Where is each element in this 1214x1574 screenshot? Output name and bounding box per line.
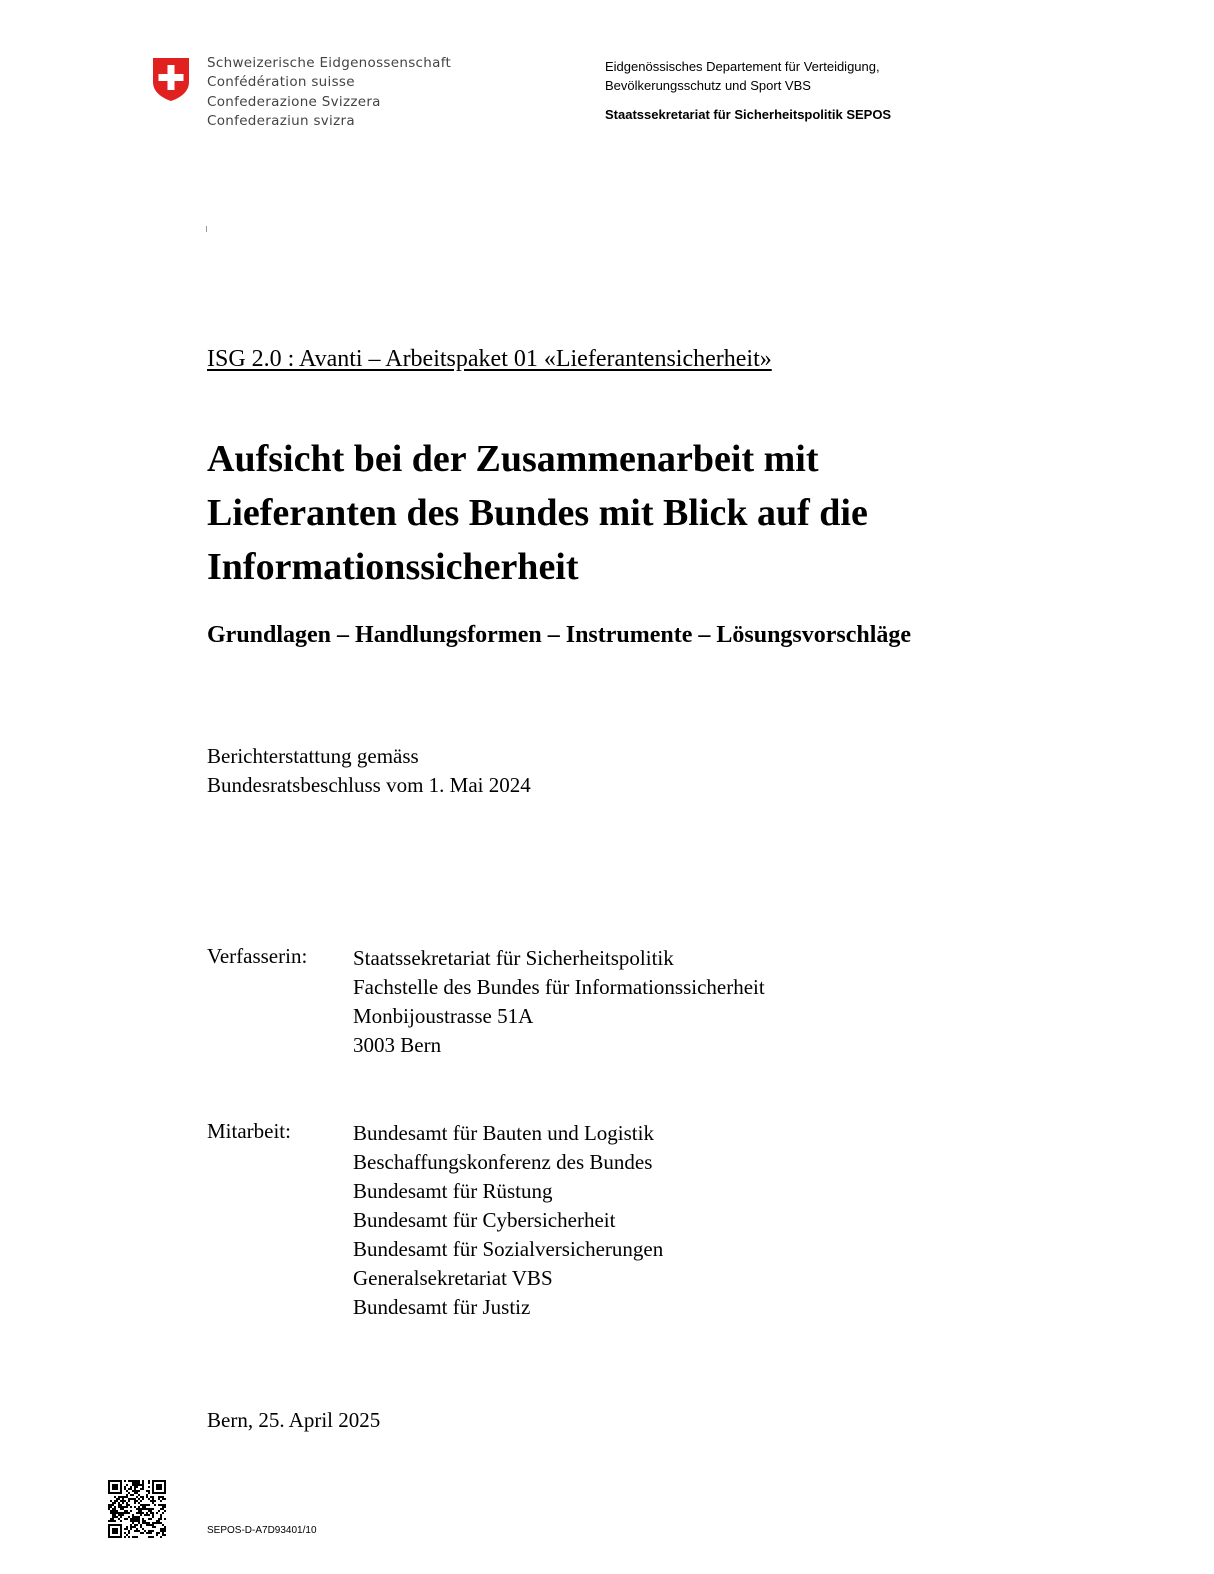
collaborator-line: Beschaffungskonferenz des Bundes: [353, 1150, 653, 1174]
collaborator-line: Bundesamt für Rüstung: [353, 1179, 553, 1203]
author-line: Staatssekretariat für Sicherheitspolitik: [353, 946, 674, 970]
report-basis: [207, 742, 531, 800]
title-line: Lieferanten des Bundes mit Blick auf die: [207, 492, 868, 534]
collaboration-lines: [353, 1119, 663, 1322]
department-line: Eidgenössisches Departement für Verteidigung,: [605, 59, 880, 74]
document-subtitle: Grundlagen – Handlungsformen – Instrumente – Lösungsvorschläge: [207, 622, 912, 648]
collaborator-line: Bundesamt für Sozialversicherungen: [353, 1237, 664, 1261]
report-line: Berichterstattung gemäss: [207, 744, 419, 768]
document-title: [207, 432, 1107, 594]
document-reference: SEPOS-D-A7D93401/10: [207, 1525, 317, 1536]
collaborator-line: Bundesamt für Justiz: [353, 1295, 531, 1319]
collaborator-line: Bundesamt für Bauten und Logistik: [353, 1121, 654, 1145]
qr-code-icon: [108, 1480, 166, 1538]
confederation-name-rm: Confederaziun svizra: [207, 113, 355, 130]
author-line: Monbijoustrasse 51A: [353, 1004, 534, 1028]
author-line: 3003 Bern: [353, 1033, 442, 1057]
project-heading: ISG 2.0 : Avanti – Arbeitspaket 01 «Lieferantensicherheit»: [207, 346, 772, 372]
title-line: Informationssicherheit: [207, 546, 579, 588]
collaboration-label: Mitarbeit:: [207, 1119, 291, 1143]
office-name: Staatssekretariat für Sicherheitspolitik SEPOS: [605, 107, 892, 122]
report-line: Bundesratsbeschluss vom 1. Mai 2024: [207, 773, 531, 797]
confederation-name-it: Confederazione Svizzera: [207, 93, 381, 110]
author-lines: [353, 944, 765, 1060]
swiss-cross-shield-icon: [151, 56, 191, 102]
author-line: Fachstelle des Bundes für Informationssicherheit: [353, 975, 765, 999]
document-date: Bern, 25. April 2025: [207, 1408, 381, 1432]
confederation-name-fr: Confédération suisse: [207, 74, 355, 91]
decorative-mark: [206, 226, 207, 232]
collaborator-line: Generalsekretariat VBS: [353, 1266, 553, 1290]
department-line: Bevölkerungsschutz und Sport VBS: [605, 78, 811, 93]
collaborator-line: Bundesamt für Cybersicherheit: [353, 1208, 616, 1232]
department-name: [605, 57, 880, 95]
confederation-name-de: Schweizerische Eidgenossenschaft: [207, 55, 452, 71]
confederation-names: [207, 54, 451, 132]
author-label: Verfasserin:: [207, 944, 308, 968]
title-line: Aufsicht bei der Zusammenarbeit mit: [207, 438, 819, 480]
